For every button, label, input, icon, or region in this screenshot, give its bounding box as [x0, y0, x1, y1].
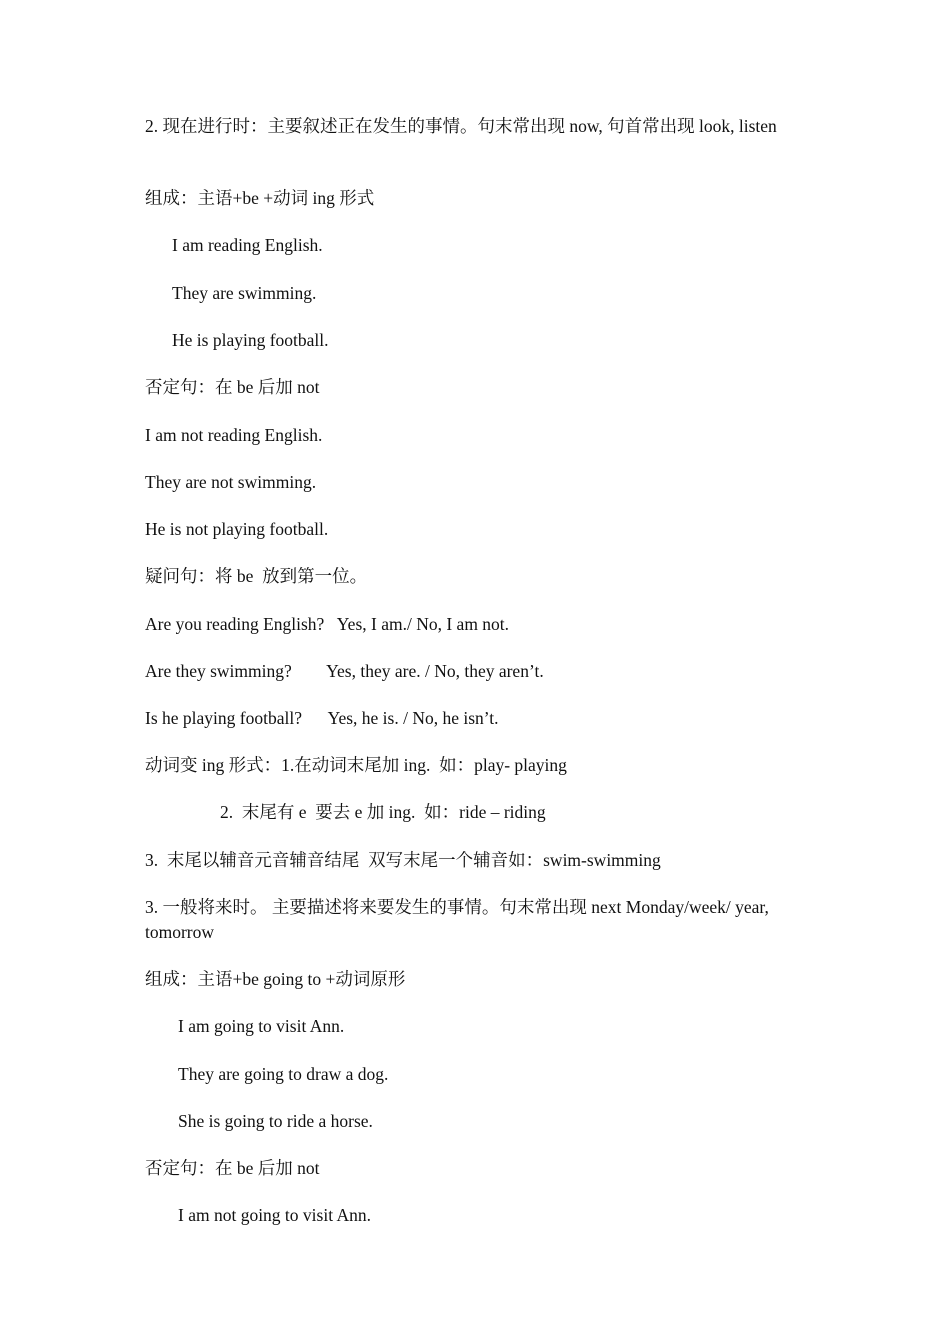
future-structure: 组成：主语+be going to +动词原形: [145, 969, 406, 989]
future-negative-rule: 否定句：在 be 后加 not: [145, 1158, 320, 1178]
example-sentence: They are going to draw a dog.: [178, 1064, 389, 1084]
present-continuous-heading: 2. 现在进行时：主要叙述正在发生的事情。句末常出现 now, 句首常出现 look, listen: [145, 116, 777, 136]
example-sentence: I am reading English.: [172, 235, 323, 255]
example-sentence: He is playing football.: [172, 330, 329, 350]
example-sentence: She is going to ride a horse.: [178, 1111, 373, 1131]
example-sentence: They are swimming.: [172, 283, 317, 303]
question-rule: 疑问句：将 be 放到第一位。: [145, 566, 368, 586]
negative-example: I am not reading English.: [145, 425, 323, 445]
ing-rule-1: 动词变 ing 形式：1.在动词末尾加 ing. 如：play- playing: [145, 755, 567, 775]
example-sentence: I am going to visit Ann.: [178, 1016, 345, 1036]
question-example: Is he playing football? Yes, he is. / No, he isn’t.: [145, 708, 499, 728]
negative-example: They are not swimming.: [145, 472, 317, 492]
ing-rule-3: 3. 末尾以辅音元音辅音结尾 双写末尾一个辅音如：swim-swimming: [145, 850, 661, 870]
question-example: Are they swimming? Yes, they are. / No, they aren’t.: [145, 661, 544, 681]
future-negative-example: I am not going to visit Ann.: [178, 1205, 371, 1225]
negative-rule: 否定句：在 be 后加 not: [145, 377, 320, 397]
future-tense-heading: 3. 一般将来时。 主要描述将来要发生的事情。句末常出现 next Monday/week/ year, tomorrow: [145, 897, 769, 942]
present-continuous-structure: 组成：主语+be +动词 ing 形式: [145, 188, 375, 208]
ing-rule-2: 2. 末尾有 e 要去 e 加 ing. 如：ride – riding: [220, 802, 546, 822]
question-example: Are you reading English? Yes, I am./ No, I am not.: [145, 614, 510, 634]
negative-example: He is not playing football.: [145, 519, 329, 539]
